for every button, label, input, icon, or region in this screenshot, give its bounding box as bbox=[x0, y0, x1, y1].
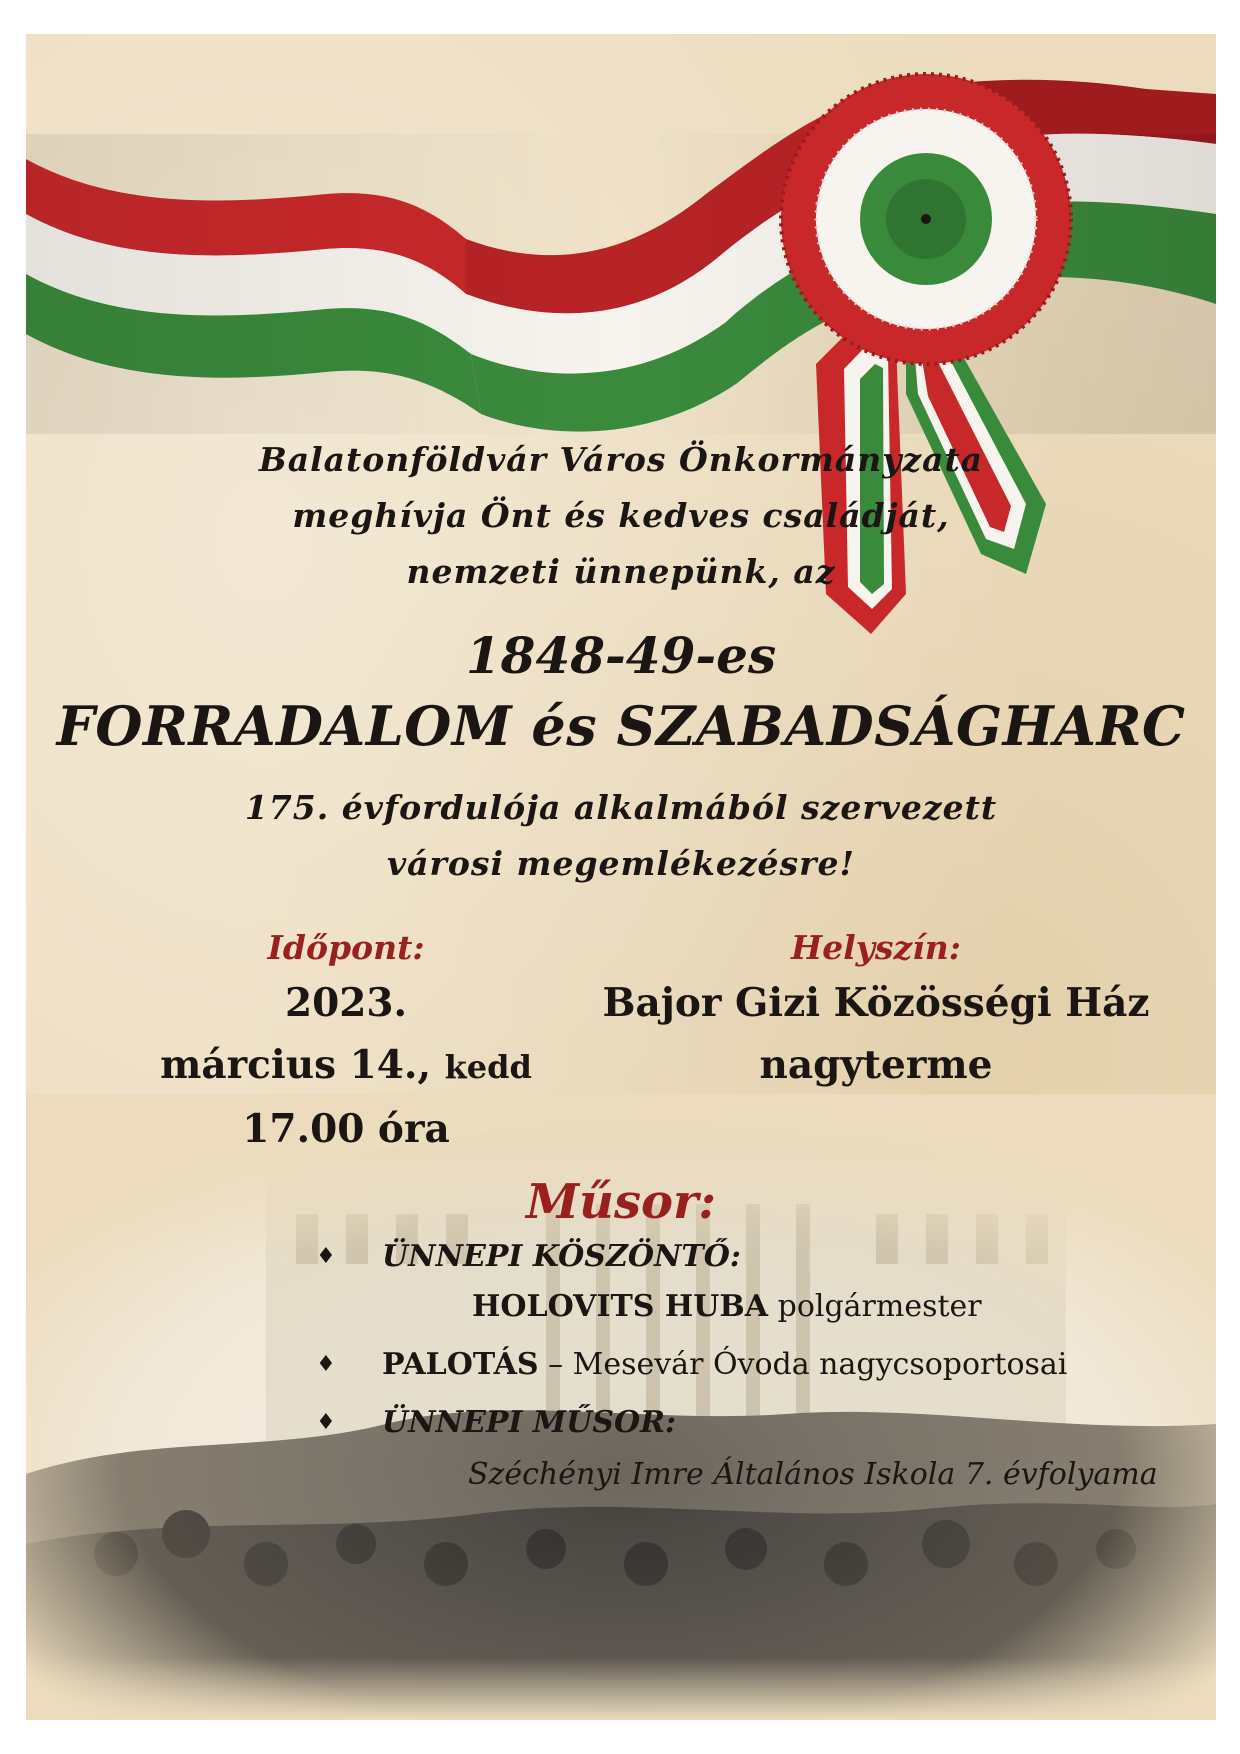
program-item-heading: ÜNNEPI KÖSZÖNTŐ: bbox=[382, 1239, 741, 1274]
anniversary-text bbox=[26, 780, 1216, 892]
program-item-heading: ÜNNEPI MŰSOR: bbox=[382, 1405, 677, 1440]
intro-line-2: meghívja Önt és kedves családját, bbox=[292, 496, 950, 535]
intro-line-1: Balatonföldvár Város Önkormányzata bbox=[258, 440, 984, 479]
program-item bbox=[316, 1232, 1196, 1282]
place-line-2: nagyterme bbox=[759, 1042, 993, 1088]
diamond-bullet-icon: ♦ bbox=[316, 1352, 336, 1377]
program-item-detail: Széchényi Imre Általános Iskola 7. évfolyama bbox=[468, 1457, 1158, 1492]
time-weekday: kedd bbox=[444, 1048, 532, 1086]
diamond-bullet-icon: ♦ bbox=[316, 1244, 336, 1269]
program-item-name: HOLOVITS HUBA bbox=[472, 1289, 769, 1324]
time-date: március 14., bbox=[160, 1042, 432, 1088]
program-list bbox=[316, 1232, 1196, 1502]
time-hour: 17.00 óra bbox=[242, 1106, 450, 1152]
program-item bbox=[316, 1398, 1196, 1448]
invitation-intro bbox=[26, 432, 1216, 600]
program-item-detail bbox=[316, 1282, 1196, 1332]
poster bbox=[26, 34, 1216, 1720]
program-item bbox=[316, 1340, 1196, 1390]
event-title: FORRADALOM és SZABADSÁGHARC bbox=[56, 694, 1186, 758]
time-date-row bbox=[116, 1034, 576, 1098]
program-item-role: polgármester bbox=[777, 1289, 982, 1324]
place-block bbox=[546, 924, 1206, 1096]
time-label: Időpont: bbox=[267, 928, 425, 967]
intro-line-3: nemzeti ünnepünk, az bbox=[406, 552, 836, 591]
time-block bbox=[116, 924, 576, 1160]
diamond-bullet-icon: ♦ bbox=[316, 1410, 336, 1435]
time-year: 2023. bbox=[284, 980, 408, 1026]
program-title: Műsor: bbox=[525, 1174, 717, 1230]
program-item-separator: – bbox=[548, 1347, 564, 1382]
place-label: Helyszín: bbox=[791, 928, 961, 967]
event-year: 1848-49-es bbox=[465, 626, 777, 685]
program-item-name: PALOTÁS bbox=[382, 1347, 539, 1382]
program-item-detail: Mesevár Óvoda nagycsoportosai bbox=[572, 1347, 1068, 1382]
anniversary-line-1: 175. évfordulója alkalmából szervezett bbox=[244, 788, 998, 827]
anniversary-line-2: városi megemlékezésre! bbox=[386, 844, 856, 883]
place-line-1: Bajor Gizi Közösségi Ház bbox=[602, 980, 1150, 1026]
